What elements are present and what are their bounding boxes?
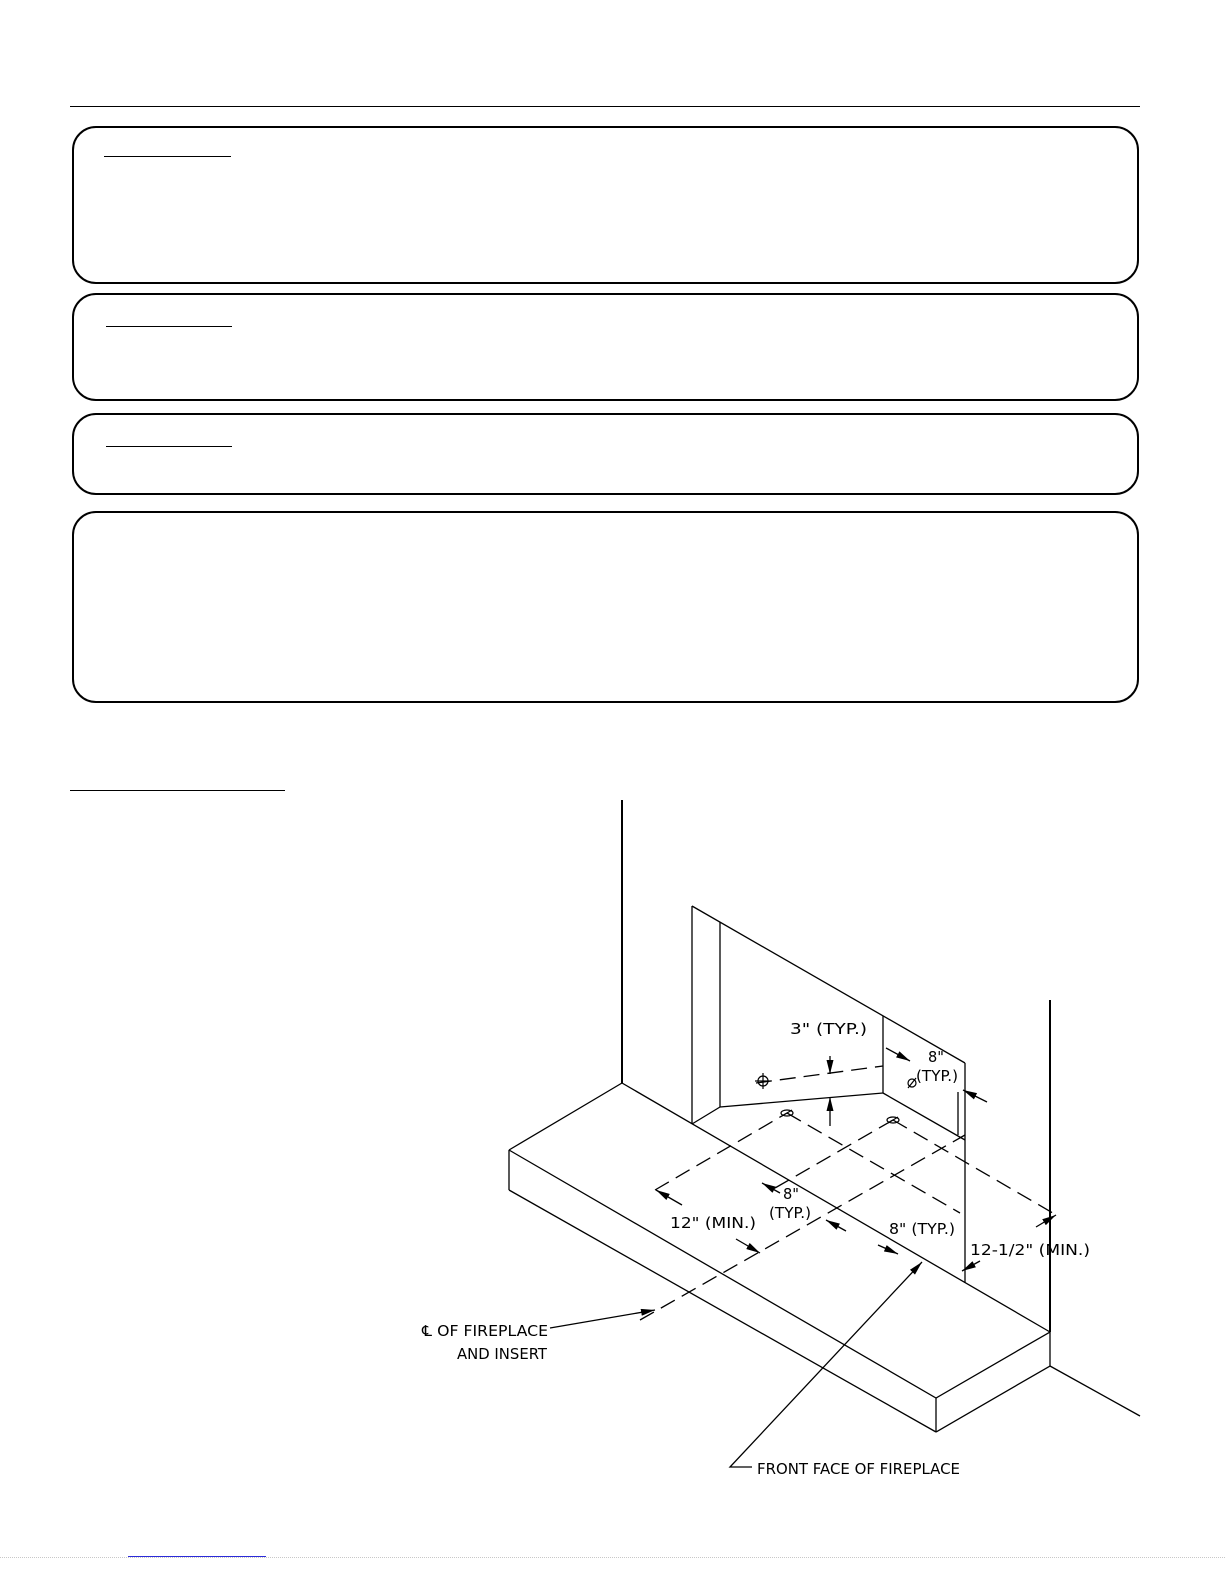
jamb-bottom-edge (692, 1107, 720, 1124)
firebox-floor-back-edge (720, 1093, 883, 1107)
right-depth-line (893, 1120, 1058, 1216)
label-centerline-1: ℄ OF FIREPLACE (420, 1322, 548, 1340)
label-8-mid-value: 8" (783, 1185, 799, 1203)
layout-dashed-lines (640, 1066, 1058, 1320)
right-anchor-line (775, 1120, 893, 1188)
top-anchor-line (756, 1066, 883, 1083)
label-8-mid-typ: (TYP.) (769, 1204, 811, 1222)
diagram-labels (421, 1020, 1090, 1478)
hearth-bottom-right-edge (936, 1366, 1050, 1432)
floor-line (1050, 1366, 1140, 1416)
dim-8-mid-arrow-right (826, 1220, 846, 1231)
dim-8-mid-arrow-left (762, 1183, 780, 1193)
hearth-top-front-edge (509, 1150, 936, 1398)
label-8-top-value: 8" (928, 1048, 944, 1066)
label-centerline-2: AND INSERT (457, 1345, 548, 1363)
hearth-top-right-edge (936, 1332, 1050, 1398)
hearth-back-left-edge (509, 1083, 622, 1150)
hearth-outline (509, 800, 1140, 1432)
label-12-5-min: 12-1/2" (MIN.) (970, 1241, 1090, 1259)
label-front-face: FRONT FACE OF FIREPLACE (757, 1460, 960, 1478)
label-12-min: 12" (MIN.) (670, 1214, 756, 1232)
dim-12-5-arrow-right (1036, 1215, 1056, 1227)
dim-8-top-arrow-right (963, 1090, 987, 1102)
dim-8-top-arrow-left (886, 1048, 910, 1061)
firebox-top-edge (692, 906, 965, 1063)
dim-12-arrow-right (736, 1239, 760, 1253)
label-8-top-typ: (TYP.) (916, 1067, 958, 1085)
left-depth-line (787, 1113, 960, 1213)
left-anchor-line (655, 1113, 787, 1190)
footer-link[interactable] (128, 1556, 266, 1560)
front-face-leader (730, 1262, 922, 1467)
dim-12-arrow-left (656, 1190, 682, 1205)
centerline-leader (550, 1310, 655, 1328)
firebox-floor-side-edge (883, 1093, 965, 1140)
dim-8-front-arrow-left (878, 1245, 898, 1254)
label-3-typ: 3" (TYP.) (790, 1020, 867, 1038)
label-8-typ-front: 8" (TYP.) (889, 1220, 955, 1238)
fireplace-front-face-line (622, 1083, 1050, 1332)
